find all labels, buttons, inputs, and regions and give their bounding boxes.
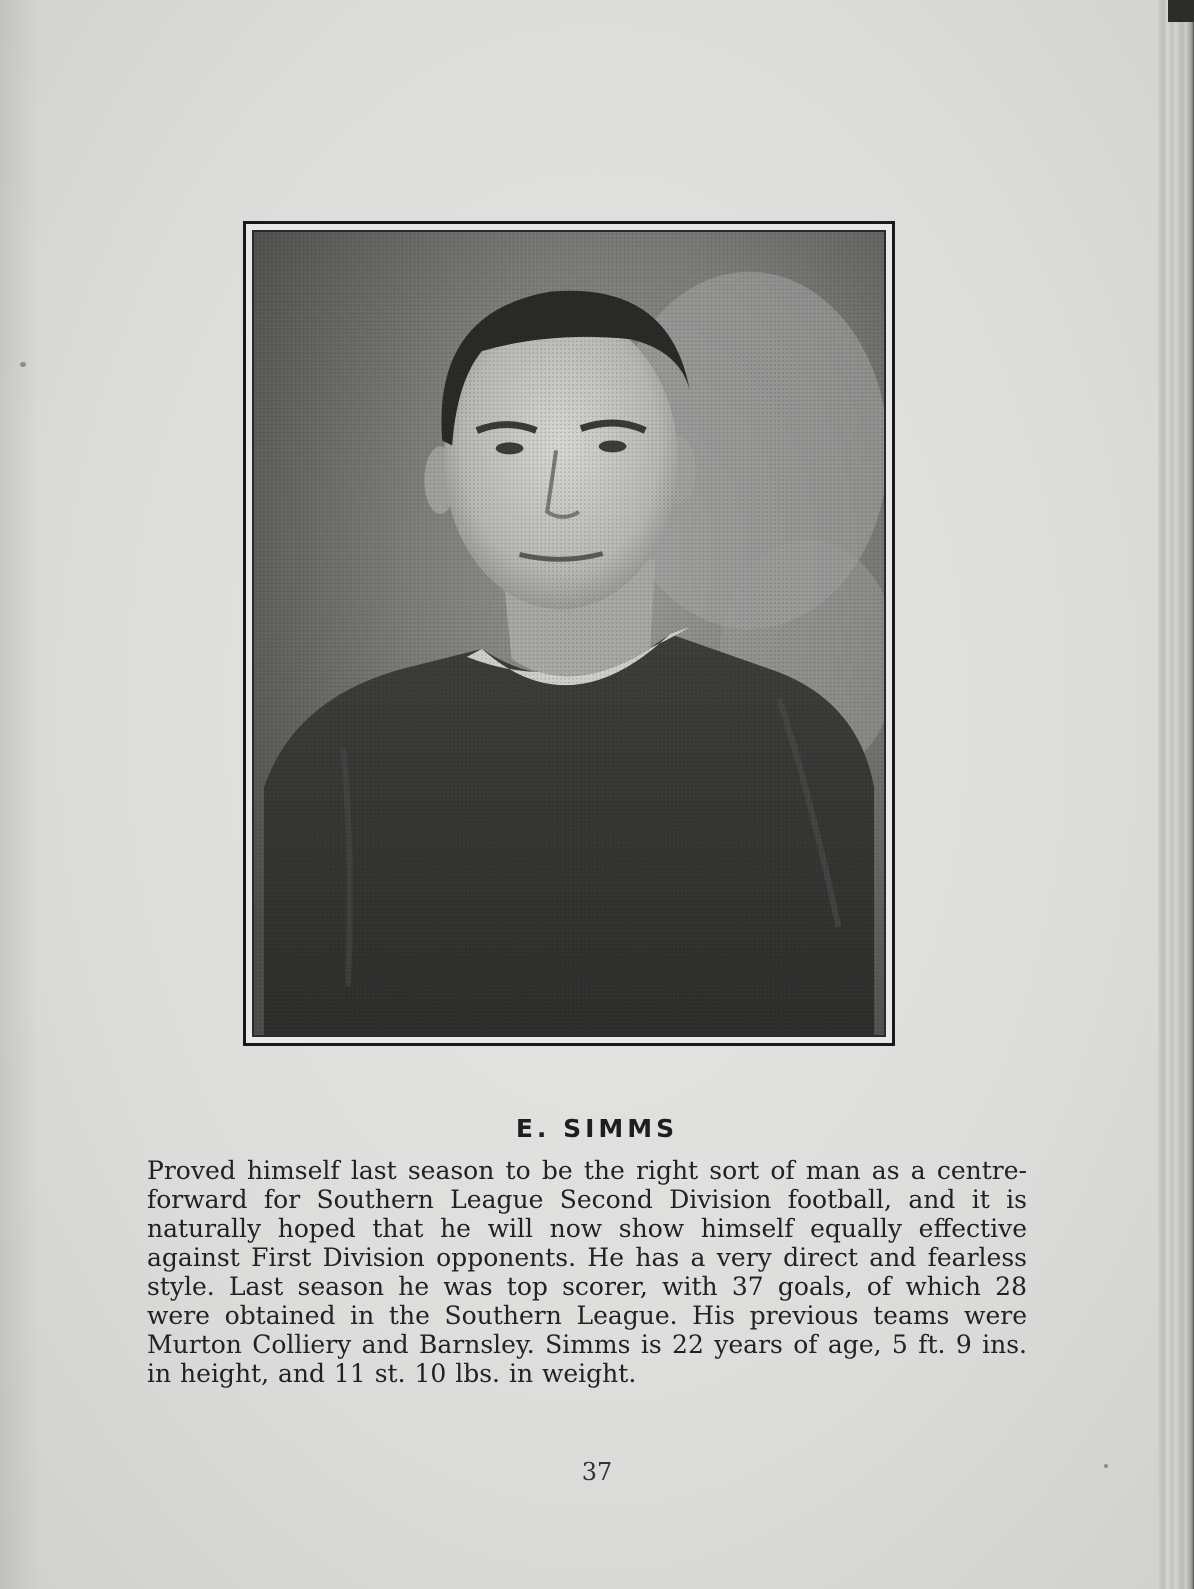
- page-edges: [1158, 0, 1194, 1589]
- spine-shadow: [0, 0, 40, 1589]
- paper-speck: [20, 362, 26, 367]
- page-number: 37: [581, 1458, 613, 1486]
- player-biography: Proved himself last season to be the right sort of man as a centre-forward for Southern League Second Division football, and it is naturally hoped that he will now show himself equally effective against First Division opponents. He has a very direct and fearless style. Last season he was top scorer, with 37 goals, of which 28 were obtained in the Southern League. His previous teams were Murton Colliery and Barnsley. Simms is 22 years of age, 5 ft. 9 ins. in height, and 11 st. 10 lbs. in weight.: [147, 1156, 1027, 1388]
- player-photo: [252, 230, 886, 1037]
- portrait-illustration: [254, 232, 884, 1035]
- player-photo-frame: [243, 221, 895, 1046]
- page-edges-corner: [1168, 0, 1194, 22]
- player-name: E. SIMMS: [515, 1114, 679, 1143]
